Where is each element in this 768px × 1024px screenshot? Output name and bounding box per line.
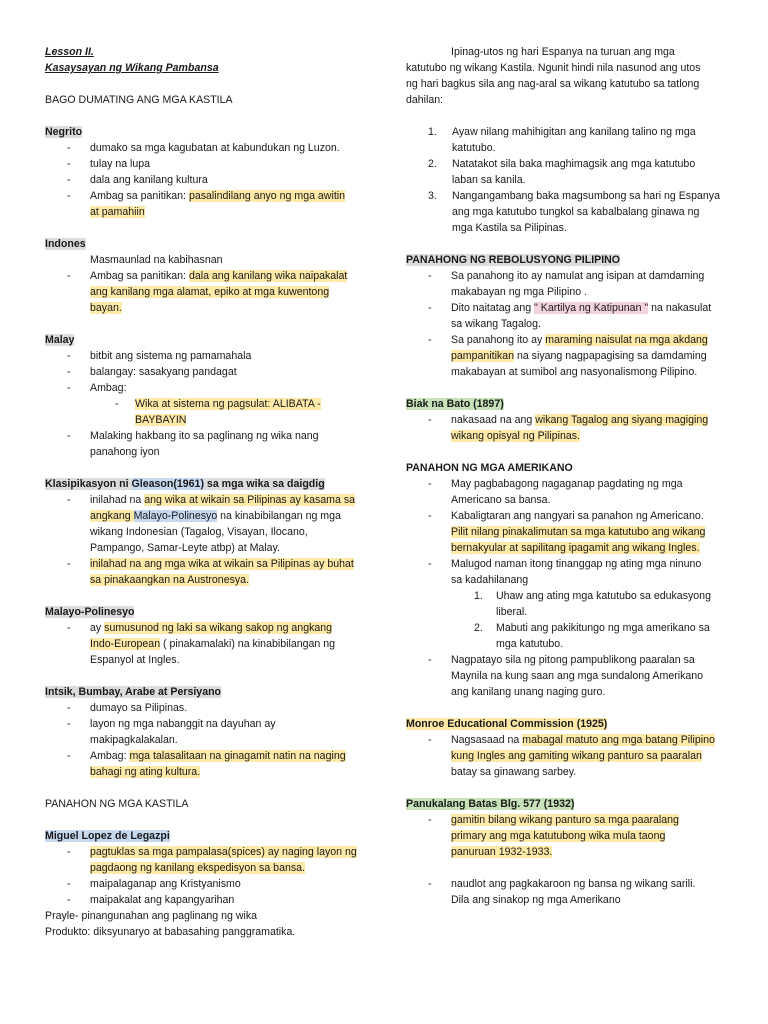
intro-line: ng hari bagkus sila ang nag-aral sa wikang katutubo sa tatlong — [406, 78, 700, 90]
biak-na-bato-heading: Biak na Bato (1897) — [406, 398, 504, 410]
produkto-line: Produkto: diksyunaryo at babasahing panggramatika. — [45, 926, 296, 938]
list-item: - balangay: sasakyang pandagat — [67, 366, 237, 378]
sub-list-item: - Wika at sistema ng pagsulat: ALIBATA - BAYBAYIN — [115, 398, 321, 426]
amerikano-heading: PANAHON NG MGA AMERIKANO — [406, 462, 573, 474]
list-item: - Nagsasaad na mabagal matuto ang mga batang Pilipino kung Ingles ang gamiting wikang panturo sa paaralan batay sa ginawang sarbey. — [428, 734, 715, 778]
list-item: - Malaking hakbang ito sa paglinang ng wika nang panahong iyon — [67, 430, 319, 458]
lesson-label: Lesson II. — [45, 46, 94, 58]
list-item: - layon ng mga nabanggit na dayuhan ay makipagkalakalan. — [67, 718, 276, 746]
list-item: - inilahad na ang wika at wikain sa Pilipinas ay kasama sa angkang Malayo-Polinesyo na kinabibilangan ng mga wikang Indonesian (Tagalog, Visayan, Ilocano, Pampango, Samar-Leyte atbp) at Malay. — [67, 494, 356, 554]
intsik-heading: Intsik, Bumbay, Arabe at Persiyano — [45, 686, 222, 698]
list-item: - Ambag: mga talasalitaan na ginagamit natin na naging bahagi ng ating kultura. — [67, 750, 346, 778]
section-heading-before-spanish: BAGO DUMATING ANG MGA KASTILA — [45, 94, 233, 106]
list-item: - Malugod naman itong tinanggap ng ating mga ninuno sa kadahilanang — [428, 558, 702, 586]
lesson-title: Kasaysayan ng Wikang Pambansa — [45, 62, 219, 74]
list-item: - gamitin bilang wikang panturo sa mga paaralang primary ang mga katutubong wika mula taong panuruan 1932-1933. — [428, 814, 679, 858]
monroe-heading: Monroe Educational Commission (1925) — [406, 718, 608, 730]
legazpi-heading: Miguel Lopez de Legazpi — [45, 830, 170, 842]
list-item: - inilahad na ang mga wika at wikain sa Pilipinas ay buhat sa pinakaangkan na Austronesya. — [67, 558, 354, 586]
list-item: Masmaunlad na kabihasnan — [90, 254, 223, 266]
prayle-line: Prayle- pinangunahan ang paglinang ng wika — [45, 910, 258, 922]
list-item: - May pagbabagong nagaganap pagdating ng mga Americano sa bansa. — [428, 478, 683, 506]
list-item: - dumako sa mga kagubatan at kabundukan ng Luzon. — [67, 142, 340, 154]
list-item: - nakasaad na ang wikang Tagalog ang siyang magiging wikang opisyal ng Pilipinas. — [428, 414, 709, 442]
list-item: - ay sumusunod ng laki sa wikang sakop ng angkang Indo-European ( pinakamalaki) na kinabibilangan ng Espanyol at Ingles. — [67, 622, 335, 666]
indones-heading: Indones — [45, 238, 86, 250]
intro-line: dahilan: — [406, 94, 444, 106]
batas-heading: Panukalang Batas Blg. 577 (1932) — [406, 798, 575, 810]
list-item: - Ambag sa panitikan: dala ang kanilang wika naipakalat ang kanilang mga alamat, epiko at mga kuwentong bayan. — [67, 270, 348, 314]
reason-item: 3. Nangangambang baka magsumbong sa hari ng Espanya ang mga katutubo tungkol sa kabalbalang ginawa ng mga Kastila sa Pilipinas. — [428, 190, 720, 234]
list-item: - Nagpatayo sila ng pitong pampublikong paaralan sa Maynila na kung saan ang mga sundalong Amerikano ang kanilang unang naging guro. — [428, 654, 704, 698]
reason-item: 2. Natatakot sila baka maghimagsik ang mga katutubo laban sa kanila. — [428, 158, 696, 186]
list-item: - Ambag sa panitikan: pasalindilang anyo ng mga awitin at pamahiin — [67, 190, 346, 218]
reason-item: 1. Ayaw nilang mahihigitan ang kanilang talino ng mga katutubo. — [428, 126, 696, 154]
malayo-polinesyo-heading: Malayo-Polinesyo — [45, 606, 135, 618]
list-item: - tulay na lupa — [67, 158, 151, 170]
left-column — [45, 44, 362, 940]
rebolusyon-heading: PANAHONG NG REBOLUSYONG PILIPINO — [406, 254, 621, 266]
intro-line: Ipinag-utos ng hari Espanya na turuan ang mga — [451, 46, 675, 58]
section-heading-spanish: PANAHON NG MGA KASTILA — [45, 798, 189, 810]
list-item: - dumayo sa Pilipinas. — [67, 702, 188, 714]
list-item: - maipalaganap ang Kristyanismo — [67, 878, 241, 890]
malay-heading: Malay — [45, 334, 75, 346]
list-item: - pagtuklas sa mga pampalasa(spices) ay naging layon ng pagdaong ng kanilang ekspedisyon sa bansa. — [67, 846, 357, 874]
intro-line: katutubo ng wikang Kastila. Ngunit hindi nila nasunod ang utos — [406, 62, 701, 74]
list-item: - Dito naitatag ang " Kartilya ng Katipunan " na nakasulat sa wikang Tagalog. — [428, 302, 712, 330]
klasipikasyon-heading: Klasipikasyon ni Gleason(1961) sa mga wika sa daigdig — [45, 478, 325, 490]
list-item: - maipakalat ang kapangyarihan — [67, 894, 235, 906]
list-item: - Kabaligtaran ang nangyari sa panahon ng Americano. Pilit nilang pinakalimutan sa mga katutubo ang wikang bernakyular at sapilitang ipagamit ang wikang Ingles. — [428, 510, 706, 554]
list-item: - Sa panahong ito ay namulat ang isipan at damdaming makabayan ng mga Pilipino . — [428, 270, 705, 298]
negrito-heading: Negrito — [45, 126, 83, 138]
list-item: - naudlot ang pagkakaroon ng bansa ng wikang sarili. Dila ang sinakop ng mga Amerikano — [428, 878, 696, 906]
list-item: - Sa panahong ito ay maraming naisulat na mga akdang pampanitikan na siyang nagpapagising sa damdaming makabayan at sumibol ang nasyonalismong Pilipino. — [428, 334, 708, 378]
sub-numbered-item: 1. Uhaw ang ating mga katutubo sa edukasyong liberal. — [474, 590, 711, 618]
list-item: - bitbit ang sistema ng pamamahala — [67, 350, 252, 362]
sub-numbered-item: 2. Mabuti ang pakikitungo ng mga amerikano sa mga katutubo. — [474, 622, 710, 650]
right-column — [406, 44, 751, 908]
list-item: - dala ang kanilang kultura — [67, 174, 208, 186]
list-item: - Ambag: — [67, 382, 127, 394]
